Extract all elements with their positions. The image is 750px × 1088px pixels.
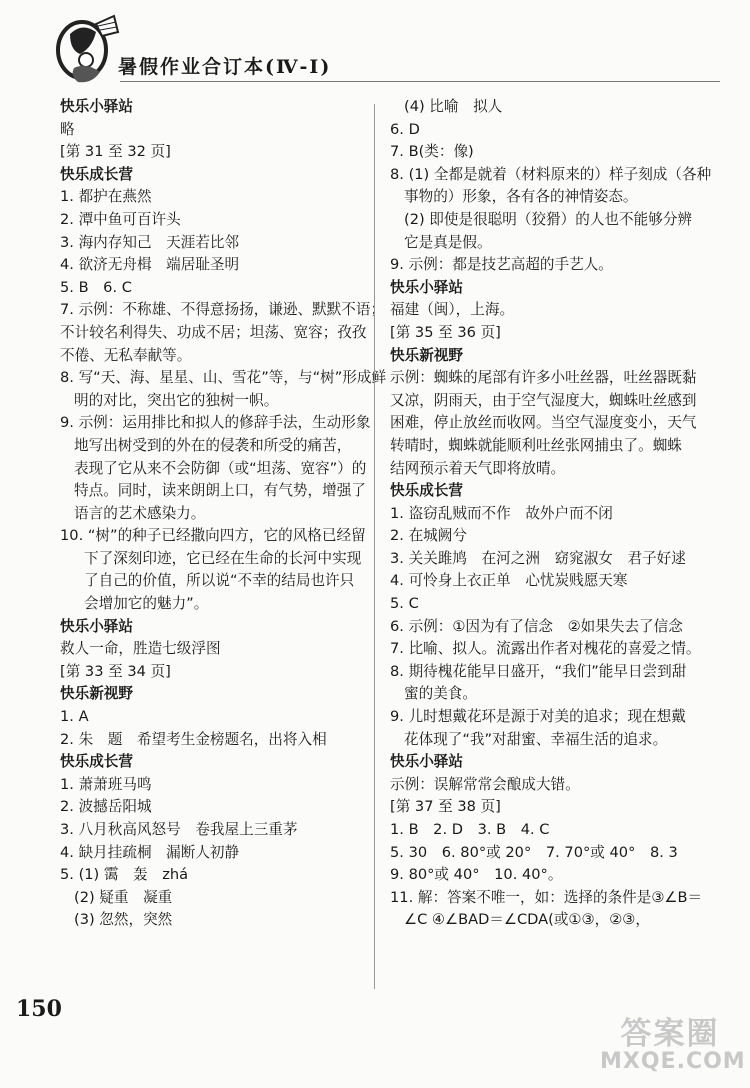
section-heading: 快乐成长营 bbox=[60, 753, 133, 771]
page-header bbox=[0, 0, 750, 100]
answer-line: 9. 示例：运用排比和拟人的修辞手法，生动形象 bbox=[60, 414, 371, 432]
answer-line: 7. 比喻、拟人。流露出作者对槐花的喜爱之情。 bbox=[390, 640, 701, 658]
answer-line: 11. 解：答案不唯一，如：选择的条件是③∠B＝ bbox=[390, 888, 703, 906]
answer-line: 略 bbox=[60, 120, 75, 138]
answer-line: 2. 波撼岳阳城 bbox=[60, 798, 152, 816]
section-heading: 快乐新视野 bbox=[60, 685, 133, 703]
answer-line: ∠C ④∠BAD＝∠CDA(或①③，②③， bbox=[404, 911, 650, 929]
answer-line: 5. B 6. C bbox=[60, 278, 132, 296]
section-heading: 快乐成长营 bbox=[390, 482, 463, 500]
page-range-label: [第 31 至 32 页] bbox=[60, 143, 171, 161]
answer-line: 7. B(类：像) bbox=[390, 143, 474, 161]
section-heading: 快乐成长营 bbox=[60, 165, 133, 183]
answer-line: (2) 即使是很聪明（狡猾）的人也不能够分辨 bbox=[404, 210, 693, 228]
answer-line: 3. 海内存知己 天涯若比邻 bbox=[60, 233, 240, 251]
answer-line: 示例：蜘蛛的尾部有许多小吐丝器，吐丝器既黏 bbox=[390, 369, 697, 387]
answer-line: 福建（闽），上海。 bbox=[390, 301, 515, 319]
answer-line: 9. 80°或 40° 10. 40°。 bbox=[390, 866, 563, 884]
answer-line: 6. D bbox=[390, 120, 420, 138]
answer-line: 7. 示例：不称雄、不得意扬扬，谦逊、默默不语； bbox=[60, 301, 386, 319]
answer-line: 1. B 2. D 3. B 4. C bbox=[390, 821, 550, 838]
right-answer-column bbox=[390, 96, 735, 932]
answer-line: 救人一命，胜造七级浮图 bbox=[60, 640, 221, 658]
answer-line: 结网预示着天气即将放晴。 bbox=[390, 459, 566, 477]
answer-line: 10. “树”的种子已经撒向四方，它的风格已经留 bbox=[60, 527, 366, 545]
page-number: 150 bbox=[16, 996, 62, 1022]
answer-line: 1. 都护在燕然 bbox=[60, 188, 152, 206]
answer-line: 3. 关关雎鸠 在河之洲 窈窕淑女 君子好逑 bbox=[390, 549, 686, 567]
watermark-line-2: MXQE.COM bbox=[600, 1049, 746, 1074]
answer-line: 1. 萧萧班马鸣 bbox=[60, 775, 152, 793]
watermark-line-1: 答案圈 bbox=[620, 1016, 720, 1052]
left-answer-column bbox=[60, 96, 400, 932]
section-heading: 快乐小驿站 bbox=[60, 617, 133, 635]
answer-line: 语言的艺术感染力。 bbox=[74, 504, 206, 522]
answer-line: 4. 可怜身上衣正单 心忧炭贱愿天寒 bbox=[390, 572, 628, 590]
answer-line: 地写出树受到的外在的侵袭和所受的痛苦， bbox=[74, 436, 352, 454]
answer-line: 1. A bbox=[60, 708, 89, 726]
answer-line: 6. 示例：①因为有了信念 ②如果失去了信念 bbox=[390, 617, 683, 635]
answer-line: 事物的）形象，各有各的神情姿态。 bbox=[404, 188, 638, 206]
page-range-label: [第 33 至 34 页] bbox=[60, 662, 171, 680]
answer-line: 困难，停止放丝而收网。当空气湿度变小，天气 bbox=[390, 414, 697, 432]
header-rule bbox=[120, 81, 720, 82]
answer-line: 了自己的价值，所以说“不幸的结局也许只 bbox=[84, 572, 355, 590]
answer-line: 花体现了“我”对甜蜜、幸福生活的追求。 bbox=[404, 730, 668, 748]
answer-line: 4. 欲济无舟楫 端居耻圣明 bbox=[60, 256, 240, 274]
site-watermark bbox=[600, 1016, 746, 1082]
answer-line: (3) 忽然，突然 bbox=[74, 911, 173, 929]
answer-line: 5. 30 6. 80°或 20° 7. 70°或 40° 8. 3 bbox=[390, 843, 678, 861]
page-range-label: [第 37 至 38 页] bbox=[390, 798, 501, 816]
answer-line: 1. 盗窃乱贼而不作 故外户而不闭 bbox=[390, 504, 613, 522]
answer-line: 4. 缺月挂疏桐 漏断人初静 bbox=[60, 843, 240, 861]
book-title: 暑假作业合订本(Ⅳ-Ⅰ) bbox=[118, 56, 332, 78]
answer-line: 它是真是假。 bbox=[404, 233, 492, 251]
answer-line: 又凉，阴雨天，由于空气湿度大，蜘蛛吐丝感到 bbox=[390, 391, 697, 409]
answer-line: 不计较名利得失、功成不居；坦荡、宽容；孜孜 bbox=[60, 323, 367, 341]
answer-line: 明的对比，突出它的独树一帜。 bbox=[74, 391, 279, 409]
answer-line: 5. C bbox=[390, 595, 419, 613]
answer-line: (4) 比喻 拟人 bbox=[404, 98, 503, 115]
answer-line: 示例：误解常常会酿成大错。 bbox=[390, 775, 580, 793]
section-heading: 快乐新视野 bbox=[390, 346, 463, 364]
answer-line: 9. 示例：都是技艺高超的手艺人。 bbox=[390, 256, 613, 274]
answer-line: 2. 朱 题 希望考生金榜题名，出将入相 bbox=[60, 730, 327, 748]
page-range-label: [第 35 至 36 页] bbox=[390, 323, 501, 341]
answer-line: 8. 期待槐花能早日盛开，“我们”能早日尝到甜 bbox=[390, 662, 687, 680]
answer-line: 会增加它的魅力”。 bbox=[84, 595, 209, 613]
answer-line: 表现了它从来不会防御（或“坦荡、宽容”）的 bbox=[74, 459, 367, 477]
section-heading: 快乐小驿站 bbox=[390, 753, 463, 771]
answer-line: 5. (1) 霭 轰 zhá bbox=[60, 866, 189, 884]
girl-with-paper-fan-logo bbox=[52, 14, 122, 92]
answer-line: 下了深刻印迹，它已经在生命的长河中实现 bbox=[84, 549, 362, 567]
section-heading: 快乐小驿站 bbox=[390, 278, 463, 296]
answer-line: 3. 八月秋高风怒号 卷我屋上三重茅 bbox=[60, 821, 298, 838]
answer-line: 特点。同时，读来朗朗上口，有气势，增强了 bbox=[74, 482, 366, 500]
answer-line: 8. 写“天、海、星星、山、雪花”等，与“树”形成鲜 bbox=[60, 369, 387, 387]
section-heading: 快乐小驿站 bbox=[60, 98, 133, 115]
answer-line: 2. 在城阙兮 bbox=[390, 527, 467, 545]
answer-line: 转晴时，蜘蛛就能顺利吐丝张网捕虫了。蜘蛛 bbox=[390, 436, 682, 454]
answer-line: 蜜的美食。 bbox=[404, 685, 477, 703]
answer-line: 2. 潭中鱼可百许头 bbox=[60, 210, 181, 228]
answer-line: 8. (1) 全都是就着（材料原来的）样子刻成（各种 bbox=[390, 165, 712, 183]
column-divider bbox=[374, 104, 375, 989]
answer-line: 不倦、无私奉献等。 bbox=[60, 346, 192, 364]
answer-line: (2) 疑重 凝重 bbox=[74, 888, 173, 906]
answer-line: 9. 儿时想戴花环是源于对美的追求；现在想戴 bbox=[390, 708, 686, 726]
